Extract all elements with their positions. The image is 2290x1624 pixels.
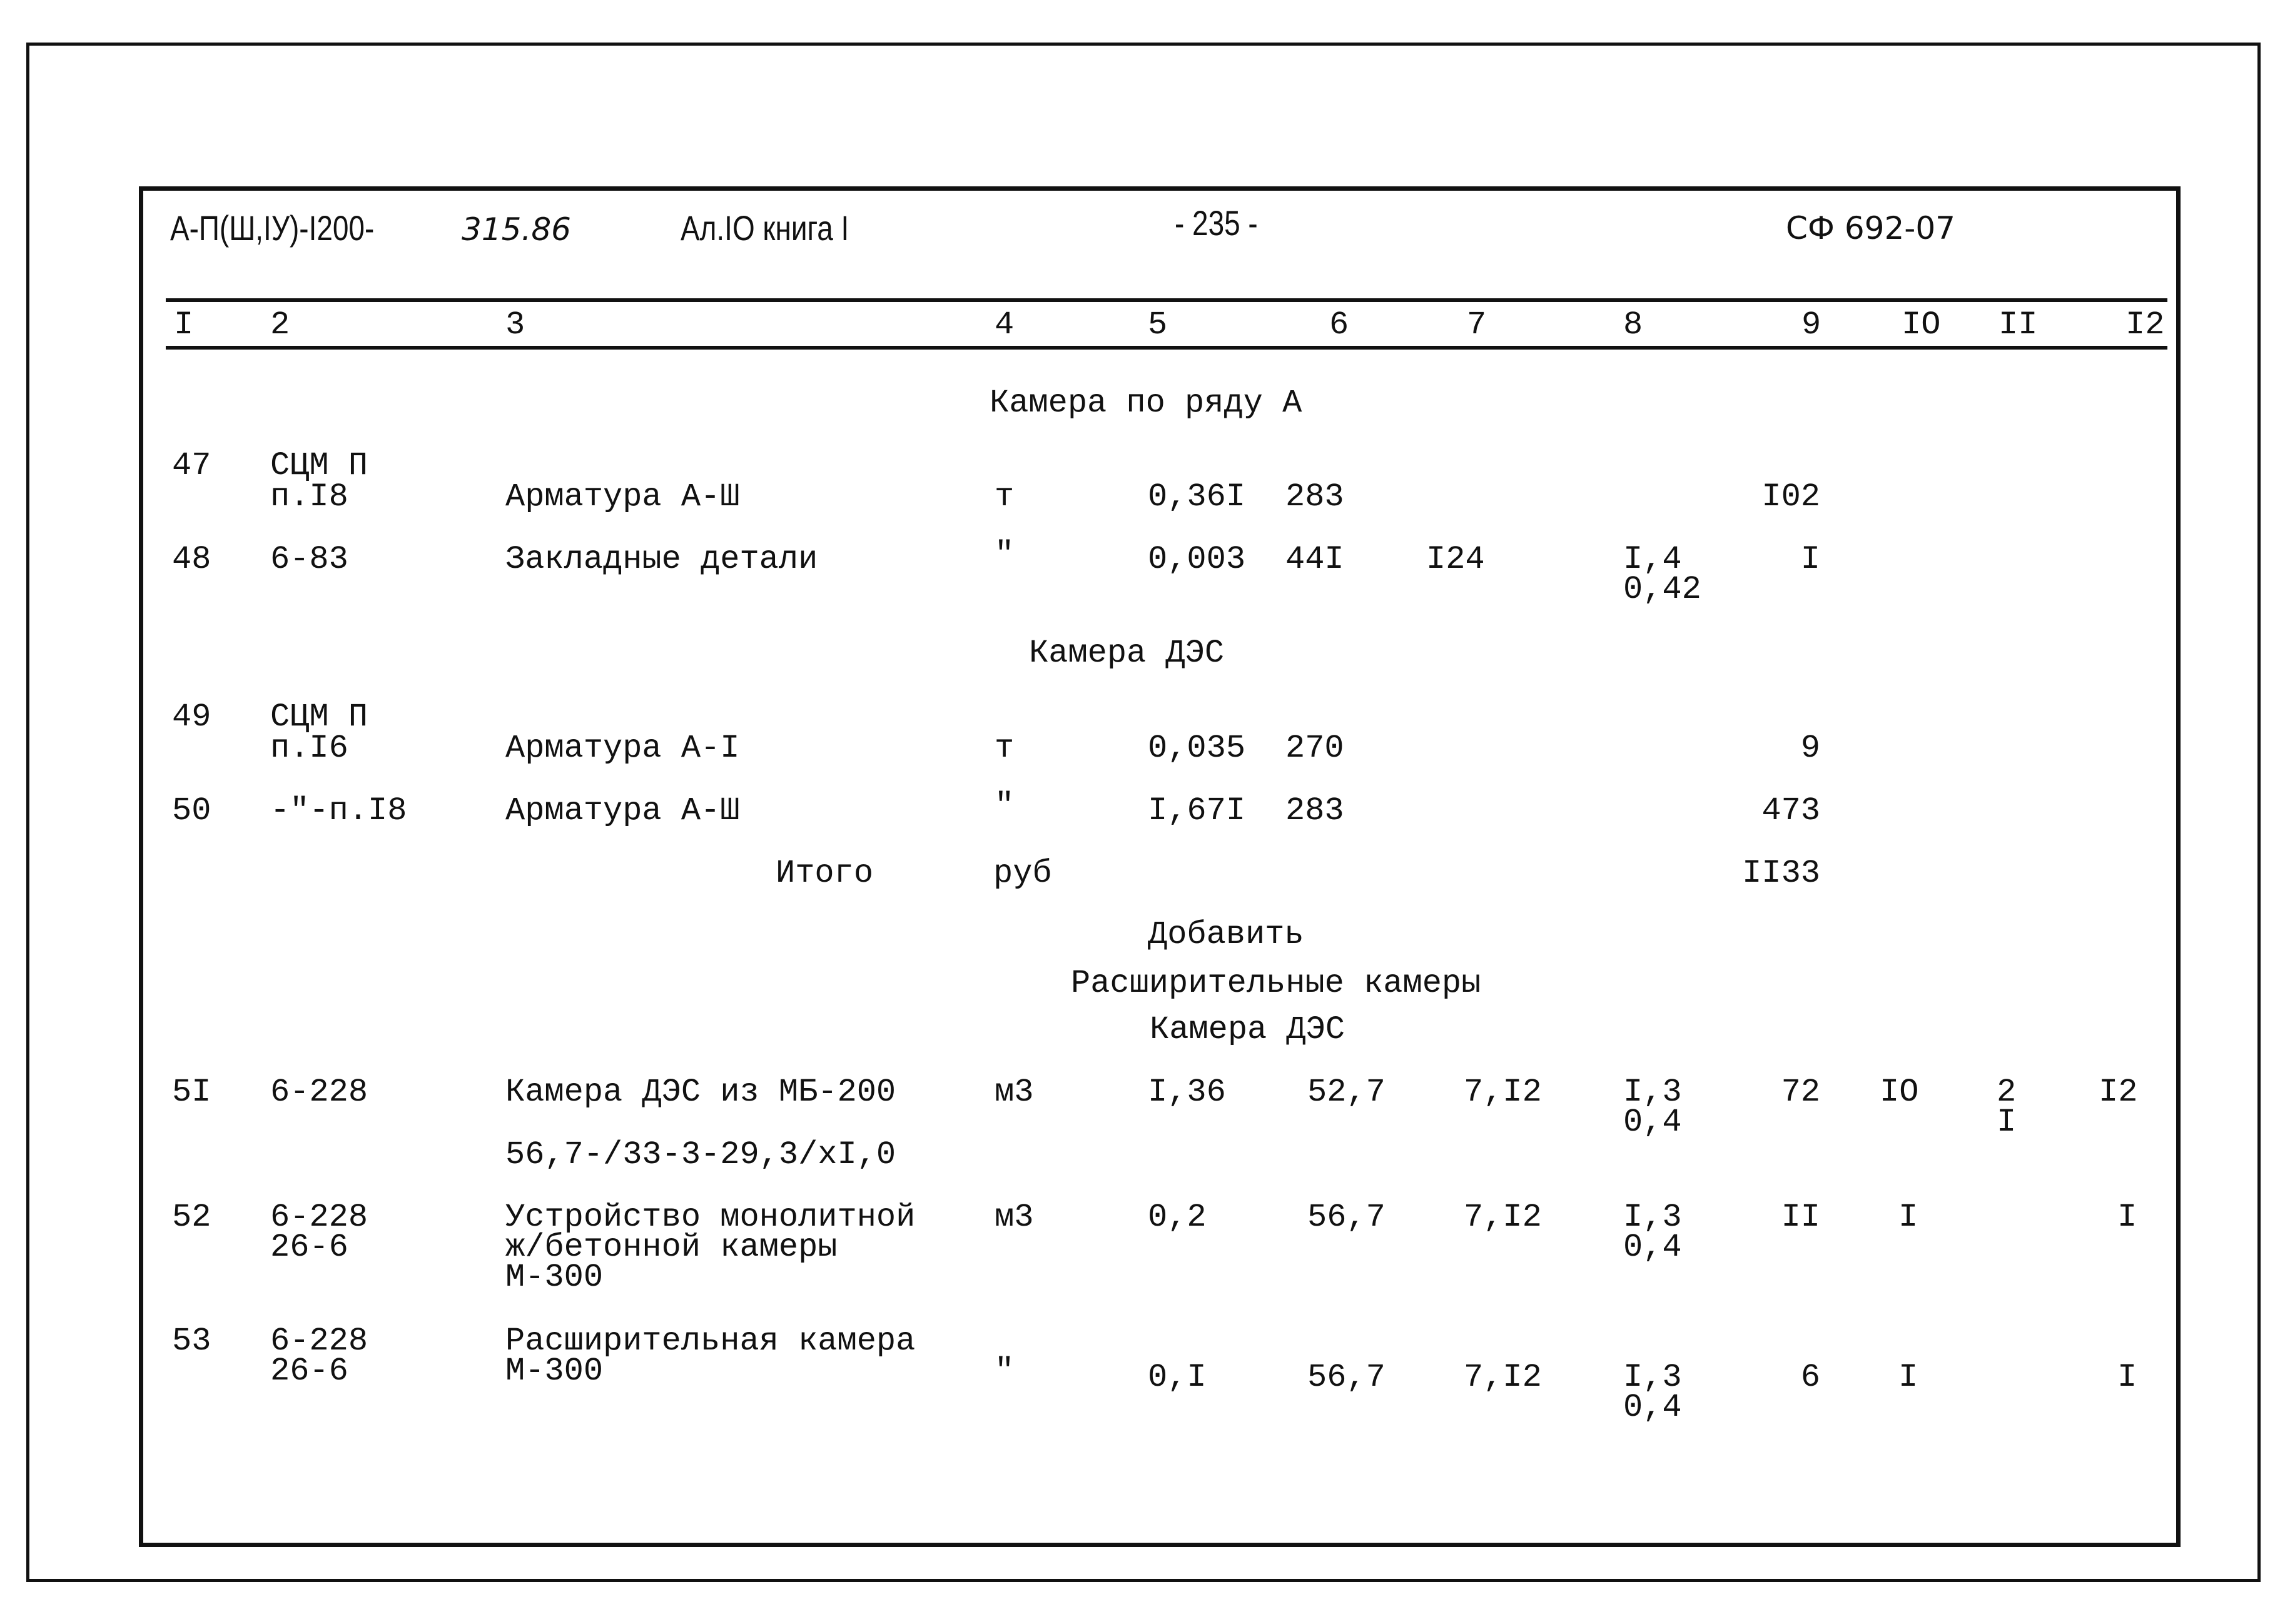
row-col9: II: [1781, 1199, 1820, 1236]
row-col12: I: [2117, 1359, 2137, 1396]
row-code: СЦМ П: [270, 699, 368, 735]
col-header-3: 3: [505, 306, 525, 343]
col-header-1: I: [174, 306, 194, 343]
row-code: СЦМ П: [270, 447, 368, 484]
row-col11-bottom: I: [1997, 1104, 2017, 1141]
album-label: Ал.IO книга I: [681, 208, 849, 248]
row-number: 49: [172, 699, 211, 735]
row-col9: 9: [1800, 730, 1820, 767]
sheet-code: СФ 692-07: [1786, 210, 1955, 246]
col-header-4: 4: [995, 306, 1015, 343]
row-name: Камера ДЭС из МБ-200: [505, 1074, 896, 1111]
row-col9: 6: [1800, 1359, 1820, 1396]
col-header-10: IO: [1902, 306, 1941, 343]
section-heading: Камера ДЭС: [1150, 1011, 1345, 1048]
row-unit: т: [995, 730, 1015, 767]
header-bottom-rule: [166, 346, 2167, 350]
row-price: 56,7: [1307, 1359, 1386, 1396]
row-col9: I: [1800, 541, 1820, 578]
row-col8-top: I,3: [1623, 1199, 1682, 1236]
row-col7: 7,I2: [1464, 1074, 1542, 1111]
col-header-7: 7: [1467, 306, 1487, 343]
row-code-line2: 26-6: [270, 1229, 348, 1266]
row-col9: 473: [1761, 792, 1820, 829]
row-name-line2: М-300: [505, 1353, 604, 1389]
row-number: 53: [172, 1323, 211, 1359]
row-quantity: 0,035: [1148, 730, 1246, 767]
row-price: 283: [1285, 478, 1344, 515]
row-quantity: I,36: [1148, 1074, 1226, 1111]
header-top-rule: [166, 298, 2167, 302]
row-number: 48: [172, 541, 211, 578]
row-col8-bottom: 0,4: [1623, 1229, 1682, 1266]
row-price: 283: [1285, 792, 1344, 829]
row-col8-top: I,4: [1623, 541, 1682, 578]
row-code: 6-228: [270, 1199, 368, 1236]
row-col10: IO: [1880, 1074, 1919, 1111]
row-code: 6-228: [270, 1323, 368, 1359]
row-number: 50: [172, 792, 211, 829]
col-header-8: 8: [1623, 306, 1643, 343]
row-price: 270: [1285, 730, 1344, 767]
col-header-11: II: [1999, 306, 2038, 343]
col-header-2: 2: [270, 306, 290, 343]
row-unit-ditto: ": [995, 1353, 1015, 1389]
page-number: - 235 -: [1175, 203, 1258, 243]
row-quantity: 0,36I: [1148, 478, 1246, 515]
row-col8-bottom: 0,4: [1623, 1104, 1682, 1141]
row-name: Арматура А-Ш: [505, 792, 740, 829]
row-col9: 72: [1781, 1074, 1820, 1111]
doc-code: А-П(Ш,IУ)-I200-: [170, 208, 375, 248]
col-header-12: I2: [2125, 306, 2165, 343]
total-amount: II33: [1742, 855, 1820, 892]
col-header-6: 6: [1329, 306, 1349, 343]
row-col9: I02: [1761, 478, 1820, 515]
row-col10: I: [1898, 1359, 1918, 1396]
row-unit: т: [995, 478, 1015, 515]
row-code-line2: п.I6: [270, 730, 348, 767]
row-price: 56,7: [1307, 1199, 1386, 1236]
doc-code-handwritten: 315.86: [462, 211, 571, 248]
row-code: -"-п.I8: [270, 792, 407, 829]
row-name-line3: М-300: [505, 1259, 604, 1296]
row-col8-bottom: 0,42: [1623, 571, 1701, 608]
row-name: Расширительная камера: [505, 1323, 916, 1359]
row-code-line2: 26-6: [270, 1353, 348, 1389]
row-unit: м3: [995, 1199, 1034, 1236]
row-name-line2: ж/бетонной камеры: [505, 1229, 838, 1266]
row-col7: I24: [1426, 541, 1485, 578]
col-header-9: 9: [1801, 306, 1821, 343]
row-code: 6-83: [270, 541, 348, 578]
section-heading: Камера ДЭС: [1029, 635, 1225, 672]
total-unit: руб: [993, 855, 1052, 892]
row-unit: м3: [995, 1074, 1034, 1111]
total-label: Итого: [776, 855, 874, 892]
row-name-formula: 56,7-/33-3-29,3/хI,0: [505, 1136, 896, 1173]
row-quantity: 0,2: [1148, 1199, 1207, 1236]
row-quantity: 0,I: [1148, 1359, 1207, 1396]
col-header-5: 5: [1148, 306, 1168, 343]
row-code: 6-228: [270, 1074, 368, 1111]
row-quantity: 0,003: [1148, 541, 1246, 578]
row-price: 52,7: [1307, 1074, 1386, 1111]
row-name: Устройство монолитной: [505, 1199, 916, 1236]
row-name: Закладные детали: [505, 541, 818, 578]
row-col12: I: [2117, 1199, 2137, 1236]
row-col8-top: I,3: [1623, 1359, 1682, 1396]
row-name: Арматура А-I: [505, 730, 740, 767]
row-number: 52: [172, 1199, 211, 1236]
row-col12: I2: [2099, 1074, 2138, 1111]
row-unit-ditto: ": [995, 536, 1015, 573]
row-name: Арматура А-Ш: [505, 478, 740, 515]
row-number: 5I: [172, 1074, 211, 1111]
row-number: 47: [172, 447, 211, 484]
row-col8-top: I,3: [1623, 1074, 1682, 1111]
row-col8-bottom: 0,4: [1623, 1389, 1682, 1426]
row-col11-top: 2: [1997, 1074, 2017, 1111]
section-heading: Камера по ряду А: [990, 385, 1302, 421]
row-code-line2: п.I8: [270, 478, 348, 515]
row-price: 44I: [1285, 541, 1344, 578]
section-heading-add: Добавить: [1148, 916, 1304, 953]
row-col10: I: [1898, 1199, 1918, 1236]
section-heading: Расширительные камеры: [1071, 965, 1481, 1002]
row-col7: 7,I2: [1464, 1199, 1542, 1236]
row-col7: 7,I2: [1464, 1359, 1542, 1396]
row-quantity: I,67I: [1148, 792, 1246, 829]
row-unit-ditto: ": [995, 787, 1015, 824]
